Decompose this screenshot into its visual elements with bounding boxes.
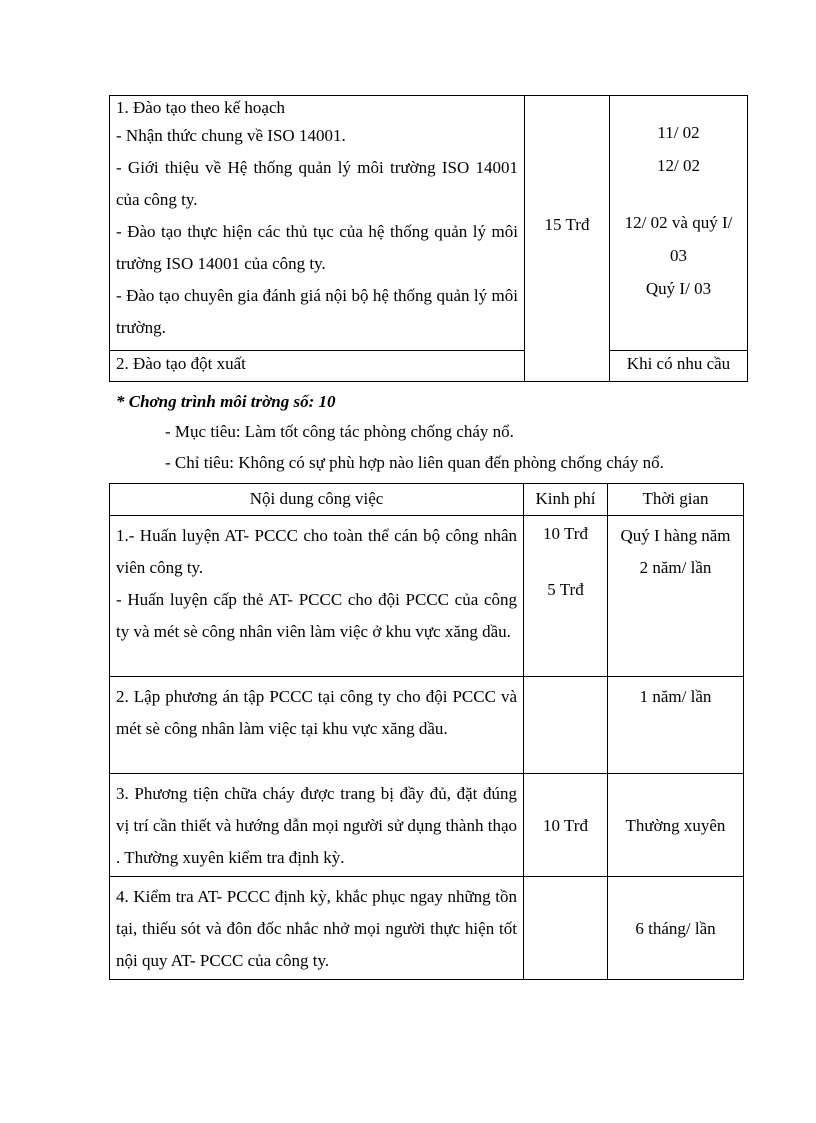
cost-value [524,677,607,683]
time-value: Thường xuyên [625,816,726,835]
time-cell [608,774,744,877]
time-value: 11/ 02 [657,123,700,142]
cost-value: 5 Trđ [547,580,584,599]
time-value: 1 năm/ lần [639,687,712,706]
row-title: 1. Đào tạo theo kế hoạch [116,98,285,117]
header-cell [110,484,524,516]
column-header-content: Nội dung công việc [249,488,384,508]
time-cell [610,96,748,351]
header-cell [524,484,608,516]
list-item: - Huấn luyện cấp thẻ AT- PCCC cho đội PCCC của công ty và mét sè công nhân viên làm việc ở khu vực xăng dầu. [116,590,517,641]
time-value: Quý I hàng năm [620,526,731,545]
row-text: 2. Lập phương án tập PCCC tại công ty cho đội PCCC và mét sè công nhân làm việc tại khu vực xăng dầu. [116,687,517,738]
list-item: - Đào tạo chuyên gia đánh giá nội bộ hệ thống quản lý môi trường. [116,286,518,337]
list-item: - Giới thiệu về Hệ thống quản lý môi trường ISO 14001 của công ty. [116,158,518,209]
row-title: 2. Đào tạo đột xuất [116,354,246,373]
list-item: - Đào tạo thực hiện các thủ tục của hệ thống quản lý môi trường ISO 14001 của công ty. [116,222,518,273]
cost-value: 10 Trđ [543,816,588,835]
column-header-cost: Kinh phí [535,488,596,508]
row-text: 4. Kiểm tra AT- PCCC định kỳ, khắc phục ngay những tồn tại, thiếu sót và đôn đốc nhắc nhở mọi người thực hiện tốt nội quy AT- PCCC của công ty. [116,887,517,970]
list-item: 1.- Huấn luyện AT- PCCC cho toàn thể cán bộ công nhân viên công ty. [116,526,517,577]
content-cell [110,351,525,382]
time-value: 12/ 02 và quý I/ 03 [624,213,733,265]
program-heading: * Chơng trình môi trờng số: 10 [116,392,336,411]
time-value: 12/ 02 [657,156,700,175]
time-value: Khi có nhu cầu [626,354,731,373]
content-cell [110,774,524,877]
content-cell [110,877,524,980]
header-cell [608,484,744,516]
cost-cell [525,96,610,382]
column-header-time: Thời gian [642,488,709,508]
training-table [109,95,748,382]
fire-safety-table [109,483,744,980]
table-row [110,677,744,774]
cost-cell [524,516,608,677]
content-cell [110,96,525,351]
table-row [110,877,744,980]
time-value: Quý I/ 03 [645,279,712,298]
table-header-row [110,484,744,516]
time-cell [610,351,748,382]
cost-value: 15 Trđ [544,214,590,234]
time-cell [608,677,744,774]
target-text: - Chỉ tiêu: Không có sự phù hợp nào liên quan đến phòng chống cháy nổ. [165,453,664,472]
table-row [110,774,744,877]
time-cell [608,516,744,677]
table-row [110,96,748,351]
cost-cell [524,774,608,877]
time-cell [608,877,744,980]
objective-text: - Mục tiêu: Làm tốt công tác phòng chống cháy nổ. [165,422,514,441]
cost-cell [524,677,608,774]
row-text: 3. Phương tiện chữa cháy được trang bị đầy đủ, đặt đúng vị trí cần thiết và hướng dẫn mọi người sử dụng thành thạo . Thường xuyên kiểm tra định kỳ. [116,784,517,867]
cost-value [524,925,607,931]
time-value: 6 tháng/ lần [635,919,716,938]
list-item: - Nhận thức chung về ISO 14001. [116,126,346,145]
cost-cell [524,877,608,980]
cost-value: 10 Trđ [543,524,588,543]
table-row [110,351,748,382]
table-row [110,516,744,677]
content-cell [110,677,524,774]
content-cell [110,516,524,677]
time-value: 2 năm/ lần [639,558,712,577]
